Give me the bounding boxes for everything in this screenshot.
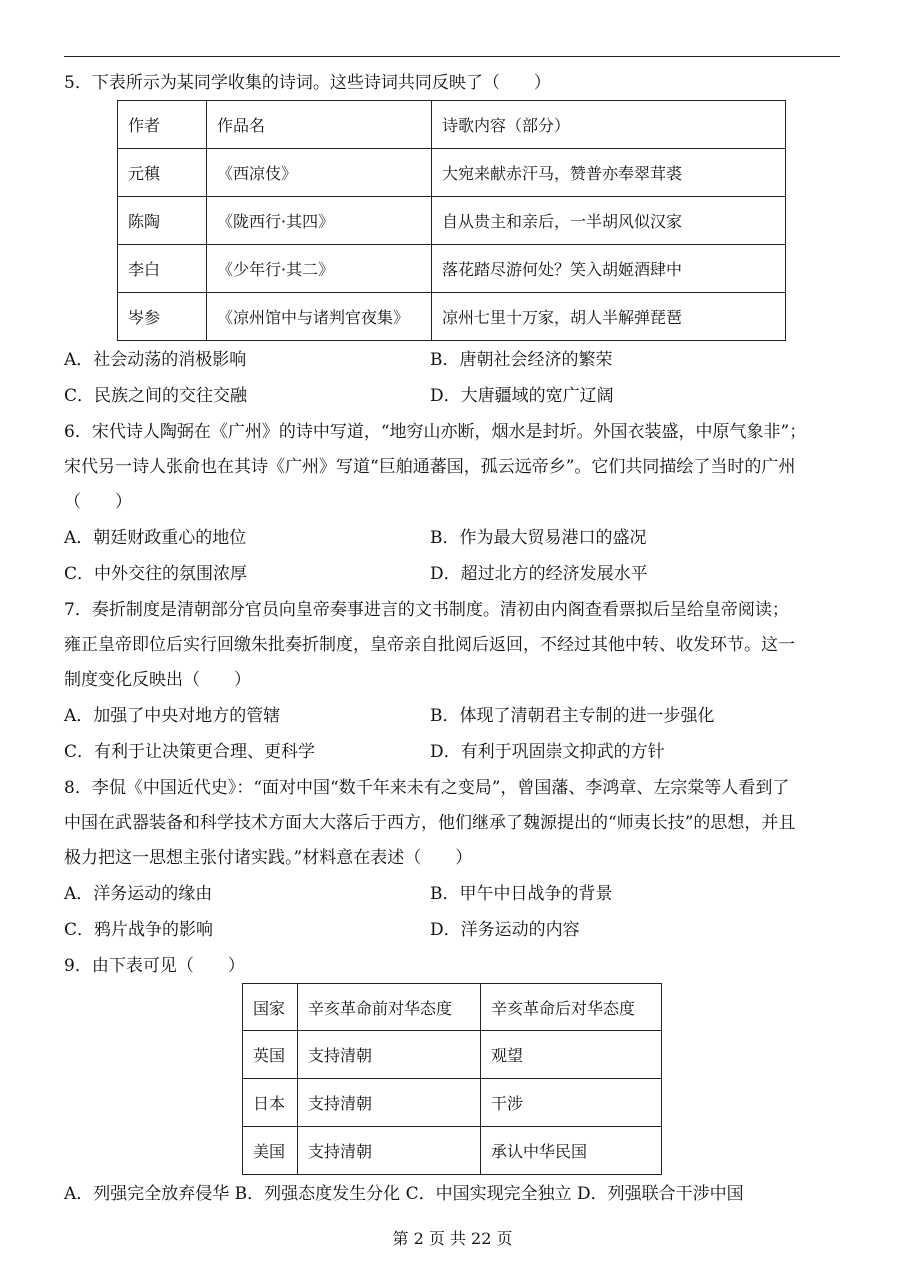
q8-stem-line: 8．李侃《中国近代史》：“面对中国“数千年来未有之变局”，曾国藩、李鸿章、左宗棠等人看到了: [64, 778, 790, 798]
q6-stem-line: 6．宋代诗人陶弼在《广州》的诗中写道，“地穷山亦断，烟水是封圻。外国衣装盛，中原气象非”；: [64, 422, 807, 442]
q6-option-b[interactable]: B．作为最大贸易港口的盛况: [430, 528, 647, 548]
header-cell: 辛亥革命前对华态度: [298, 984, 481, 1031]
q5-option-a[interactable]: A．社会动荡的消极影响: [64, 350, 247, 370]
q9-options[interactable]: A．列强完全放弃侵华 B．列强态度发生分化 C．中国实现完全独立 D．列强联合干涉中国: [64, 1184, 744, 1204]
table-cell: 《凉州馆中与诸判官夜集》: [207, 293, 432, 341]
table-cell: 观望: [481, 1031, 662, 1079]
table-cell: 承认中华民国: [481, 1127, 662, 1175]
table-cell: 元稹: [118, 149, 207, 197]
q8-stem-line: 极力把这一思想主张付诸实践。”材料意在表述（ ）: [64, 848, 473, 868]
header-cell: 国家: [243, 984, 298, 1031]
table-header-row: [118, 101, 786, 149]
q8-option-c[interactable]: C．鸦片战争的影响: [64, 920, 214, 940]
table-cell: 《陇西行·其四》: [207, 197, 432, 245]
table-row: [118, 197, 786, 245]
q6-option-d[interactable]: D．超过北方的经济发展水平: [430, 564, 648, 584]
table-cell: 大宛来献赤汗马，赞普亦奉翠茸裘: [432, 149, 786, 197]
table-row: [243, 1079, 662, 1127]
q7-option-c[interactable]: C．有利于让决策更合理、更科学: [64, 742, 316, 762]
table-cell: 干涉: [481, 1079, 662, 1127]
table-row: [118, 293, 786, 341]
table-cell: 支持清朝: [298, 1031, 481, 1079]
table-cell: 《西凉伎》: [207, 149, 432, 197]
q5-stem: 5．下表所示为某同学收集的诗词。这些诗词共同反映了（ ）: [64, 73, 551, 93]
table-cell: 支持清朝: [298, 1079, 481, 1127]
q6-option-a[interactable]: A．朝廷财政重心的地位: [64, 528, 247, 548]
table-cell: 日本: [243, 1079, 298, 1127]
q8-option-a[interactable]: A．洋务运动的缘由: [64, 884, 213, 904]
table-cell: 支持清朝: [298, 1127, 481, 1175]
q6-stem-line: 宋代另一诗人张俞也在其诗《广州》写道“巨舶通蕃国，孤云远帝乡”。它们共同描绘了当时的广州: [64, 457, 796, 477]
table-cell: 凉州七里十万家，胡人半解弹琵琶: [432, 293, 786, 341]
q6-stem-line: （ ）: [64, 492, 132, 512]
q5-option-d[interactable]: D．大唐疆域的宽广辽阔: [430, 386, 614, 406]
q8-stem-line: 中国在武器装备和科学技术方面大大落后于西方，他们继承了魏源提出的“师夷长技”的思想，并且: [64, 813, 796, 833]
page-footer: 第 2 页 共 22 页: [392, 1229, 513, 1248]
q9-attitude-table: [242, 983, 662, 1175]
table-cell: 美国: [243, 1127, 298, 1175]
table-row: [118, 245, 786, 293]
table-cell: 岑参: [118, 293, 207, 341]
q5-poem-table: [117, 100, 786, 341]
q7-stem-line: 制度变化反映出（ ）: [64, 670, 251, 690]
table-cell: 陈陶: [118, 197, 207, 245]
q7-option-d[interactable]: D．有利于巩固崇文抑武的方针: [430, 742, 665, 762]
header-cell: 诗歌内容（部分）: [432, 101, 786, 149]
header-cell: 作品名: [207, 101, 432, 149]
table-row: [243, 1127, 662, 1175]
table-cell: 李白: [118, 245, 207, 293]
q8-option-d[interactable]: D．洋务运动的内容: [430, 920, 580, 940]
q9-stem: 9．由下表可见（ ）: [64, 956, 245, 976]
q6-option-c[interactable]: C．中外交往的氛围浓厚: [64, 564, 248, 584]
table-row: [243, 1031, 662, 1079]
table-cell: 英国: [243, 1031, 298, 1079]
q7-option-a[interactable]: A．加强了中央对地方的管辖: [64, 706, 281, 726]
q5-option-c[interactable]: C．民族之间的交往交融: [64, 386, 248, 406]
table-row: [118, 149, 786, 197]
table-cell: 自从贵主和亲后，一半胡风似汉家: [432, 197, 786, 245]
table-cell: 《少年行·其二》: [207, 245, 432, 293]
q7-stem-line: 雍正皇帝即位后实行回缴朱批奏折制度，皇帝亲自批阅后返回，不经过其他中转、收发环节。这一: [64, 635, 795, 655]
q8-option-b[interactable]: B．甲午中日战争的背景: [430, 884, 613, 904]
q7-option-b[interactable]: B．体现了清朝君主专制的进一步强化: [430, 706, 715, 726]
header-rule: [64, 56, 840, 57]
table-header-row: [243, 984, 662, 1031]
table-cell: 落花踏尽游何处？笑入胡姬酒肆中: [432, 245, 786, 293]
q7-stem-line: 7．奏折制度是清朝部分官员向皇帝奏事进言的文书制度。清初由内阁查看票拟后呈给皇帝阅读；: [64, 600, 789, 620]
header-cell: 作者: [118, 101, 207, 149]
header-cell: 辛亥革命后对华态度: [481, 984, 662, 1031]
q5-option-b[interactable]: B．唐朝社会经济的繁荣: [430, 350, 613, 370]
